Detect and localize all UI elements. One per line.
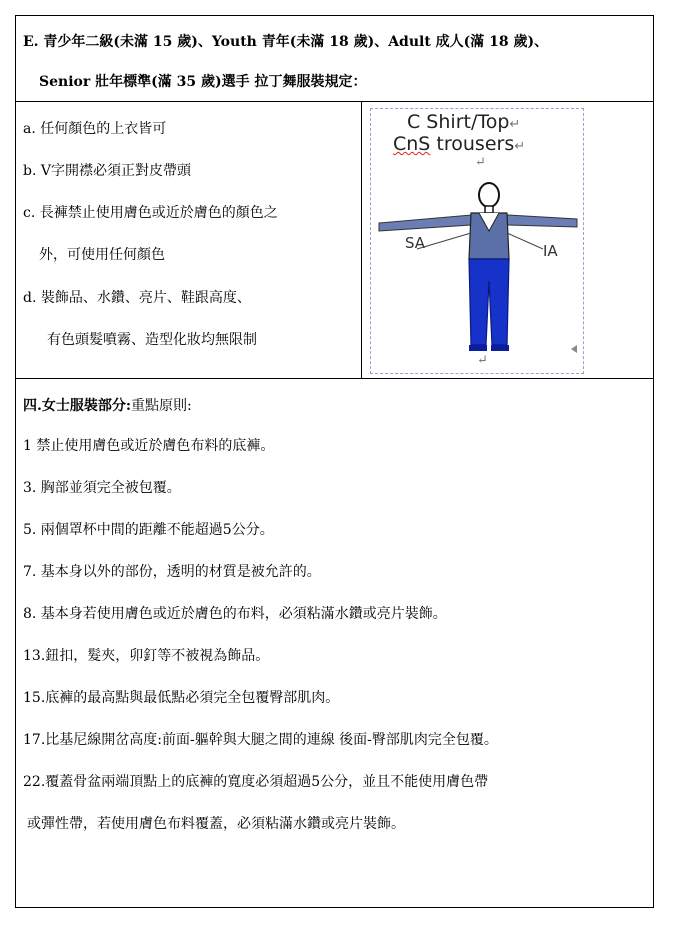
rules-list bbox=[16, 102, 362, 378]
header-line-2: Senior 壯年標準(滿 35 歲)選手 拉丁舞服裝規定： bbox=[39, 74, 367, 90]
figure-cell bbox=[362, 102, 655, 378]
rule-b: b. V字開襟必須正對皮帶頭 bbox=[23, 163, 191, 179]
latin-costume-row bbox=[16, 102, 653, 379]
return-mark-top: ↵ bbox=[475, 155, 486, 170]
ladies-rule-1: 1 禁止使用膚色或近於膚色布料的底褲。 bbox=[23, 438, 275, 454]
ladies-rule-8: 8. 基本身若使用膚色或近於膚色的布料，必須粘滿水鑽或亮片裝飾。 bbox=[23, 606, 447, 622]
right-sleeve bbox=[507, 215, 577, 227]
ladies-rule-3: 3. 胸部並須完全被包覆。 bbox=[23, 480, 181, 496]
label-sa: SA bbox=[405, 234, 426, 252]
trousers bbox=[469, 259, 509, 345]
ladies-rule-7: 7. 基本身以外的部份，透明的材質是被允許的。 bbox=[23, 564, 321, 580]
rule-c: c. 長褲禁止使用膚色或近於膚色的顏色之 bbox=[23, 205, 278, 221]
ladies-costume-section bbox=[16, 379, 653, 907]
figure-head bbox=[479, 183, 499, 207]
left-sleeve bbox=[379, 215, 471, 231]
costume-figure bbox=[370, 108, 584, 374]
ladies-rule-13: 13.鈕扣，髮夾，卯釘等不被視為飾品。 bbox=[23, 648, 270, 664]
figure-caption-trousers: CnS trousers↵ bbox=[393, 133, 526, 155]
rule-d-continued: 有色頭髮噴霧、造型化妝均無限制 bbox=[47, 332, 257, 348]
label-ia: IA bbox=[543, 242, 558, 260]
rule-d: d. 裝飾品、水鑽、亮片、鞋跟高度、 bbox=[23, 290, 251, 306]
ladies-rule-17: 17.比基尼線開岔高度:前面-軀幹與大腿之間的連線 後面-臀部肌肉完全包覆。 bbox=[23, 732, 498, 748]
return-mark-bottom: ↵ bbox=[477, 353, 488, 368]
ladies-heading: 四.女士服裝部分:重點原則: bbox=[23, 398, 192, 414]
ladies-rule-22-continued: 或彈性帶，若使用膚色布料覆蓋，必須粘滿水鑽或亮片裝飾。 bbox=[27, 816, 405, 832]
ladies-rule-5: 5. 兩個罩杯中間的距離不能超過5公分。 bbox=[23, 522, 274, 538]
ladies-rule-15: 15.底褲的最高點與最低點必須完全包覆臀部肌肉。 bbox=[23, 690, 340, 706]
ia-pointer-line bbox=[507, 233, 543, 249]
rules-table bbox=[15, 15, 654, 908]
ladies-rule-22: 22.覆蓋骨盆兩端頂點上的底褲的寬度必須超過5公分，並且不能使用膚色帶 bbox=[23, 774, 489, 790]
figure-caption-shirt: C Shirt/Top↵ bbox=[407, 111, 521, 133]
header-line-1: E. 青少年二級(未滿 15 歲)、Youth 青年(未滿 18 歲)、Adult 成人(滿 18 歲)、 bbox=[23, 34, 549, 50]
rule-a: a. 任何顏色的上衣皆可 bbox=[23, 121, 167, 137]
table-header-row bbox=[16, 16, 653, 102]
sa-pointer-line bbox=[417, 233, 471, 249]
rule-c-continued: 外，可使用任何顏色 bbox=[39, 247, 165, 263]
